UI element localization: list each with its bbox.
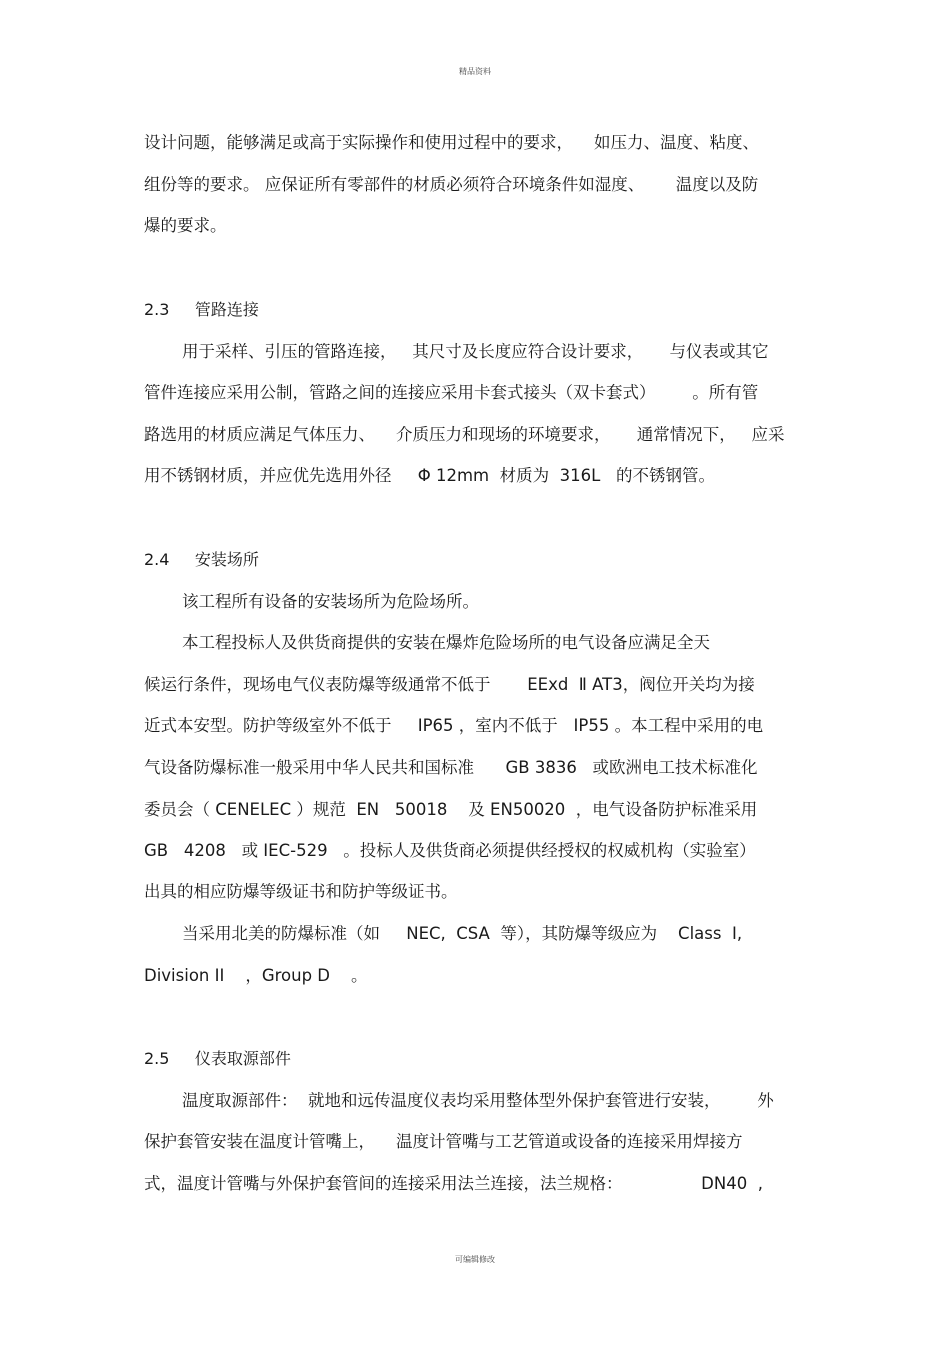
text-line: 候运行条件，现场电气仪表防爆等级通常不低于 EExd Ⅱ AT3，阀位开关均为接 — [144, 675, 755, 694]
text-line: 委员会（ CENELEC ）规范 EN 50018 及 EN50020 ，电气设备防护标准采用 — [144, 800, 758, 819]
text-line: 设计问题，能够满足或高于实际操作和使用过程中的要求， 如压力、温度、粘度、 — [144, 133, 759, 152]
text-line: 温度取源部件： 就地和远传温度仪表均采用整体型外保护套管进行安装， 外 — [182, 1091, 774, 1110]
text-line: 当采用北美的防爆标准（如 NEC, CSA 等），其防爆等级应为 Class Ⅰ, — [182, 924, 743, 943]
text-line: 近式本安型。防护等级室外不低于 IP65 ，室内不低于 IP55 。本工程中采用的电 — [144, 716, 764, 735]
text-line: 管件连接应采用公制，管路之间的连接应采用卡套式接头（双卡套式） 。所有管 — [144, 383, 759, 402]
text-line: 爆的要求。 — [144, 216, 227, 235]
text-line: 出具的相应防爆等级证书和防护等级证书。 — [144, 882, 458, 901]
text-line: 该工程所有设备的安装场所为危险场所。 — [182, 592, 479, 611]
text-line: 组份等的要求。 应保证所有零部件的材质必须符合环境条件如湿度、 温度以及防 — [144, 175, 759, 194]
text-line: 气设备防爆标准一般采用中华人民共和国标准 GB 3836 或欧洲电工技术标准化 — [144, 758, 758, 777]
text-line: 用不锈钢材质，并应优先选用外径 Φ 12mm 材质为 316L 的不锈钢管。 — [144, 466, 715, 485]
text-line: 用于采样、引压的管路连接， 其尺寸及长度应符合设计要求， 与仪表或其它 — [182, 342, 769, 361]
text-line: 保护套管安装在温度计管嘴上， 温度计管嘴与工艺管道或设备的连接采用焊接方 — [144, 1132, 743, 1151]
text-line: 路选用的材质应满足气体压力、 介质压力和现场的环境要求， 通常情况下， 应采 — [144, 425, 785, 444]
section-heading-2-5: 2.5 仪表取源部件 — [144, 1049, 291, 1068]
page-footer-note: 可编辑修改 — [455, 1255, 495, 1264]
section-heading-2-3: 2.3 管路连接 — [144, 300, 259, 319]
text-line: Division II ，Group D 。 — [144, 966, 368, 985]
page-header-note: 精品资料 — [459, 67, 491, 76]
section-heading-2-4: 2.4 安装场所 — [144, 550, 259, 569]
text-line: 式，温度计管嘴与外保护套管间的连接采用法兰连接，法兰规格： DN40 , — [144, 1174, 763, 1193]
text-line: 本工程投标人及供货商提供的安装在爆炸危险场所的电气设备应满足全天 — [182, 633, 710, 652]
text-line: GB 4208 或 IEC-529 。投标人及供货商必须提供经授权的权威机构（实验室） — [144, 841, 756, 860]
